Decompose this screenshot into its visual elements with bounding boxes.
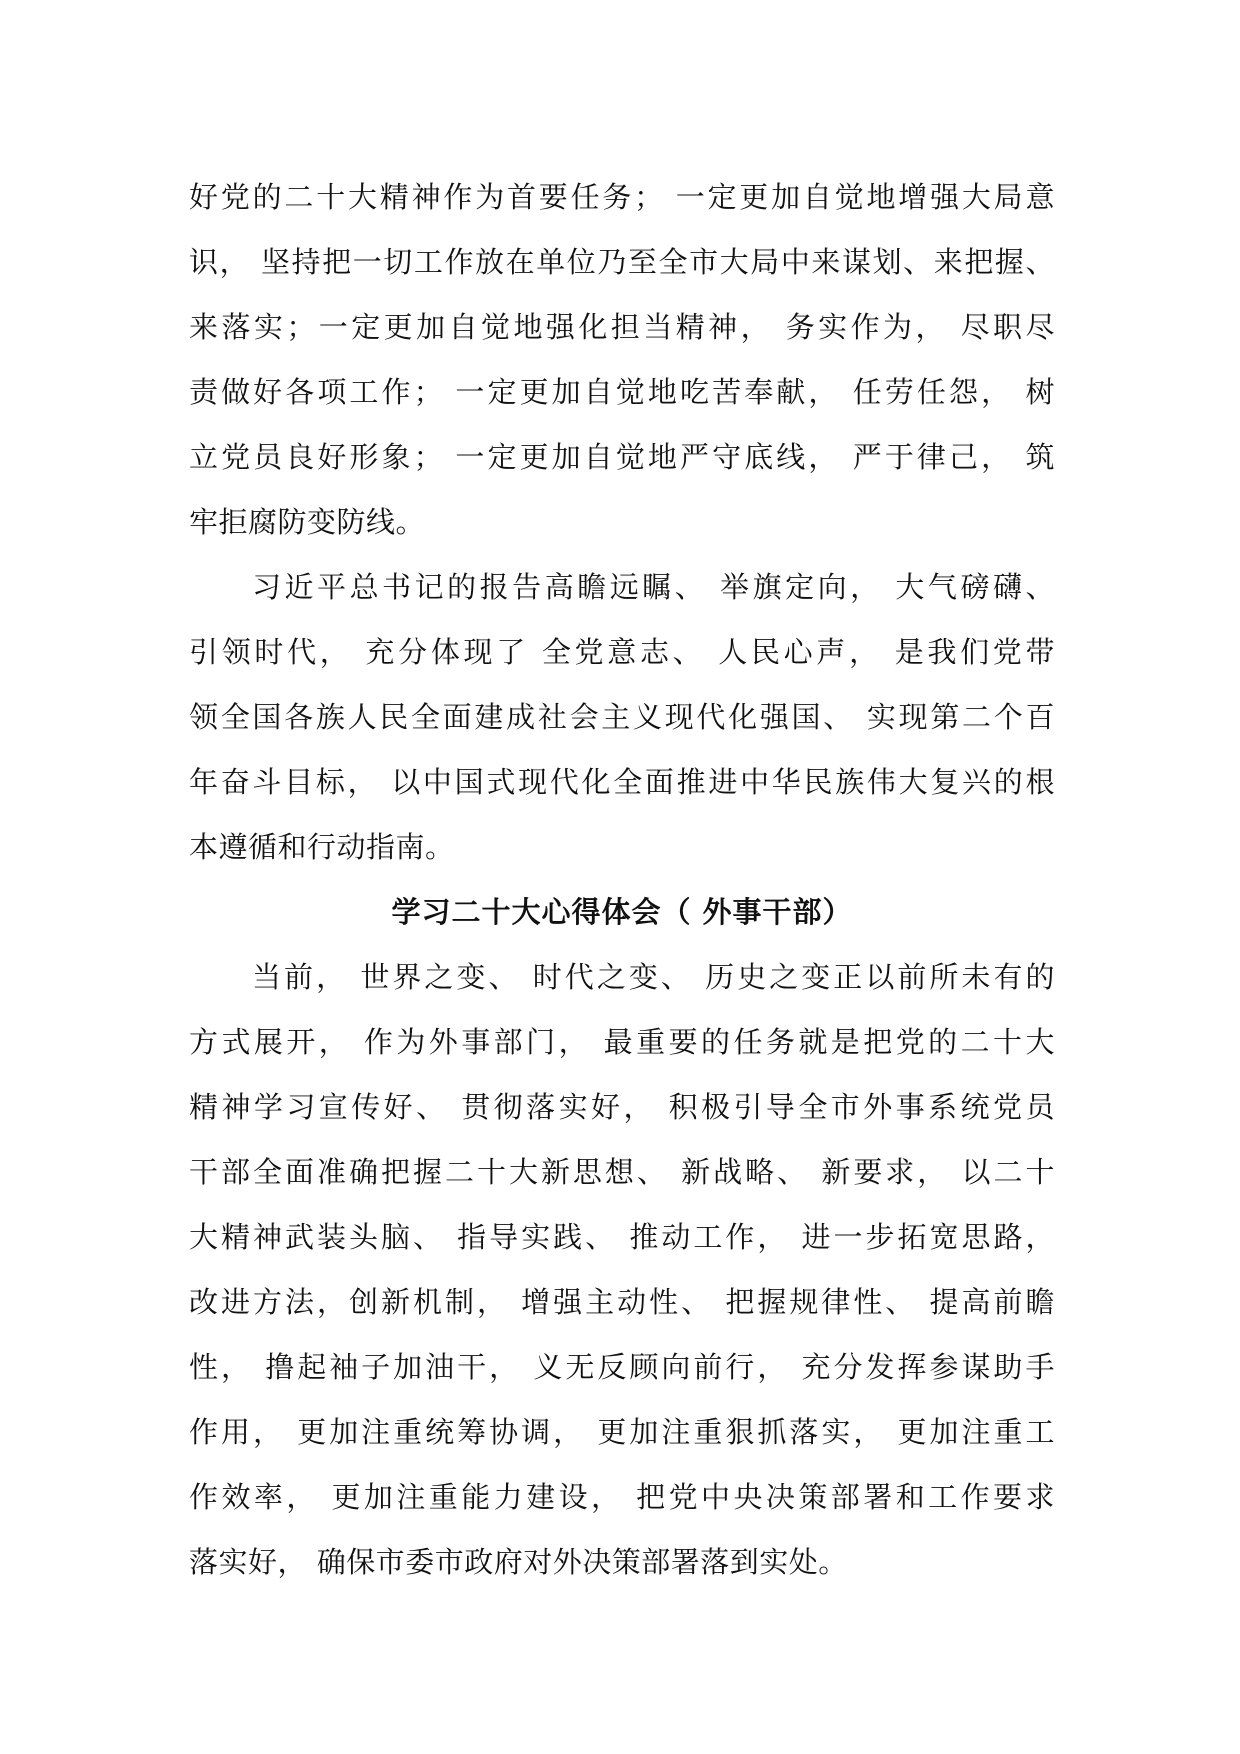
text-line: 作用， 更加注重统筹协调， 更加注重狠抓落实， 更加注重工 [189, 1415, 1055, 1449]
text-line: 年奋斗目标， 以中国式现代化全面推进中华民族伟大复兴的根 [189, 765, 1055, 799]
text-line: 性， 撸起袖子加油干， 义无反顾向前行， 充分发挥参谋助手 [189, 1350, 1055, 1384]
text-line: 大精神武装头脑、 指导实践、 推动工作， 进一步拓宽思路， [189, 1220, 1055, 1254]
text-line: 方式展开， 作为外事部门， 最重要的任务就是把党的二十大 [189, 1025, 1055, 1059]
text-line: 立党员良好形象； 一定更加自觉地严守底线， 严于律己， 筑 [189, 440, 1055, 474]
text-line: 引领时代， 充分体现了 全党意志、 人民心声， 是我们党带 [189, 635, 1055, 669]
paragraph-party-spirit [189, 165, 1055, 555]
paragraph-report-summary [189, 555, 1055, 880]
document-body [189, 165, 1055, 1595]
text-line: 好党的二十大精神作为首要任务； 一定更加自觉地增强大局意 [189, 180, 1055, 214]
text-line: 本遵循和行动指南。 [189, 830, 455, 864]
section-heading: 学习二十大心得体会（ 外事干部） [391, 895, 853, 929]
text-line: 落实好， 确保市委市政府对外决策部署落到实处。 [189, 1545, 848, 1579]
text-line: 来落实；一定更加自觉地强化担当精神， 务实作为， 尽职尽 [189, 310, 1055, 344]
paragraph-foreign-affairs [189, 945, 1055, 1595]
text-line: 当前， 世界之变、 时代之变、 历史之变正以前所未有的 [252, 960, 1055, 994]
text-line: 识， 坚持把一切工作放在单位乃至全市大局中来谋划、来把握、 [189, 245, 1055, 279]
text-line: 改进方法，创新机制， 增强主动性、 把握规律性、 提高前瞻 [189, 1285, 1055, 1319]
text-line: 精神学习宣传好、 贯彻落实好， 积极引导全市外事系统党员 [189, 1090, 1055, 1124]
text-line: 习近平总书记的报告高瞻远瞩、 举旗定向， 大气磅礴、 [252, 570, 1055, 604]
text-line: 牢拒腐防变防线。 [189, 505, 426, 539]
text-line: 领全国各族人民全面建成社会主义现代化强国、 实现第二个百 [189, 700, 1055, 734]
text-line: 责做好各项工作； 一定更加自觉地吃苦奉献， 任劳任怨， 树 [189, 375, 1055, 409]
text-line: 干部全面准确把握二十大新思想、 新战略、 新要求， 以二十 [189, 1155, 1055, 1189]
text-line: 作效率， 更加注重能力建设， 把党中央决策部署和工作要求 [189, 1480, 1055, 1514]
